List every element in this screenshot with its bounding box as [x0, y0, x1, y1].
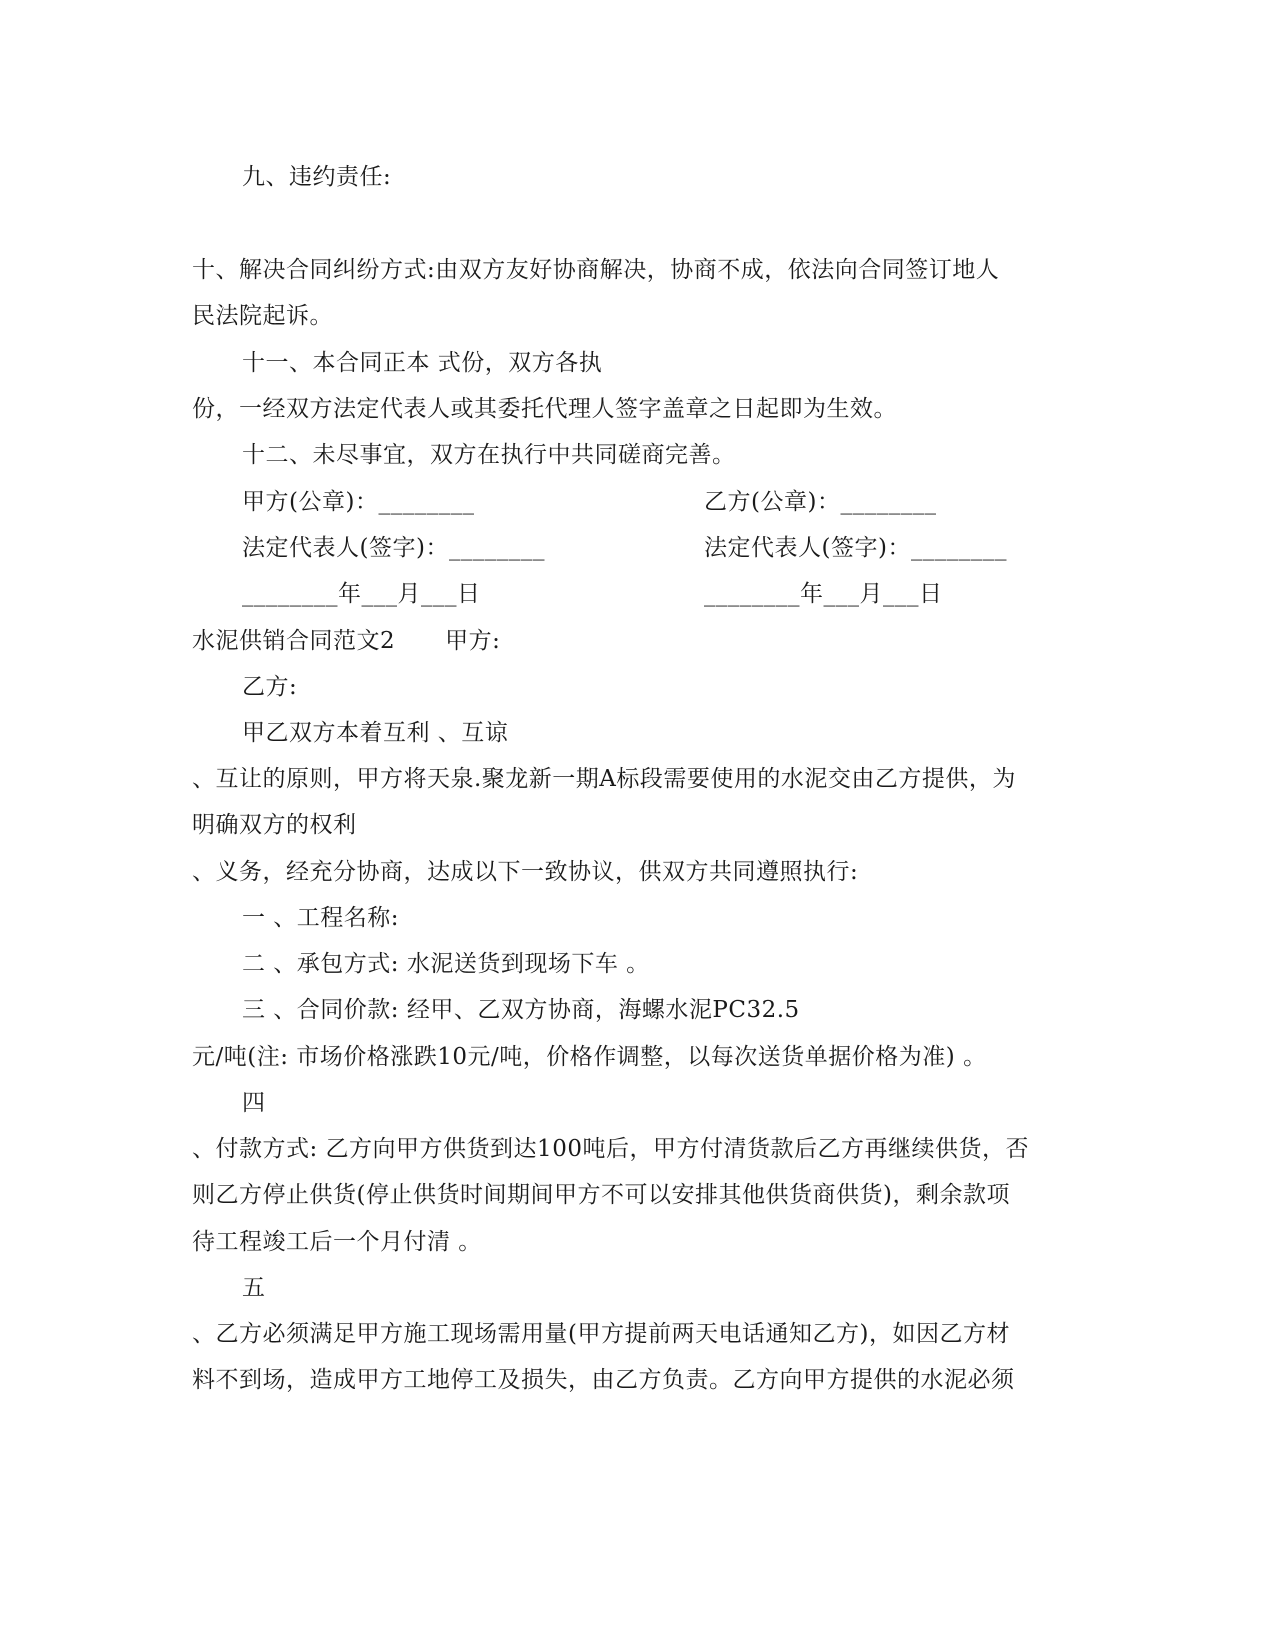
body-line: 三 、合同价款: 经甲、乙双方协商，海螺水泥PC32.5: [242, 997, 800, 1023]
body-line: 四: [242, 1090, 266, 1116]
body-line: 一 、工程名称:: [242, 905, 400, 931]
body-line: 待工程竣工后一个月付清 。: [192, 1229, 482, 1255]
second-contract-party-a: 甲方:: [445, 628, 501, 654]
body-line: 元/吨(注: 市场价格涨跌10元/吨，价格作调整，以每次送货单据价格为准) 。: [192, 1044, 987, 1070]
clause-9-heading: 九、违约责任:: [242, 164, 392, 190]
clause-10-line-1: 十、解决合同纠纷方式:由双方友好协商解决，协商不成，依法向合同签订地人: [192, 257, 1000, 283]
body-line: 二 、承包方式: 水泥送货到现场下车 。: [242, 951, 650, 977]
body-line: 、义务，经充分协商，达成以下一致协议，供双方共同遵照执行:: [192, 859, 859, 885]
party-b-seal: 乙方(公章)：________: [704, 489, 937, 515]
party-b-date: ________年___月___日: [704, 581, 943, 607]
clause-11-line-2: 份，一经双方法定代表人或其委托代理人签字盖章之日起即为生效。: [192, 396, 897, 422]
body-line: 、乙方必须满足甲方施工现场需用量(甲方提前两天电话通知乙方)，如因乙方材: [192, 1321, 1010, 1347]
party-a-representative: 法定代表人(签字)：________: [242, 535, 545, 561]
clause-10-line-2: 民法院起诉。: [192, 303, 333, 329]
second-contract-title: 水泥供销合同范文2: [192, 628, 396, 654]
party-b-representative: 法定代表人(签字)：________: [704, 535, 1007, 561]
body-line: 乙方:: [242, 674, 298, 700]
body-line: 五: [242, 1275, 266, 1301]
body-line: 则乙方停止供货(停止供货时间期间甲方不可以安排其他供货商供货)，剩余款项: [192, 1182, 1010, 1208]
body-line: 甲乙双方本着互利 、互谅: [242, 720, 509, 746]
body-line: 明确双方的权利: [192, 812, 357, 838]
clause-12: 十二、未尽事宜，双方在执行中共同磋商完善。: [242, 442, 736, 468]
clause-11-line-1: 十一、本合同正本 式份，双方各执: [242, 350, 603, 376]
second-contract-heading: [192, 626, 500, 656]
body-line: 、互让的原则，甲方将天泉.聚龙新一期A标段需要使用的水泥交由乙方提供，为: [192, 766, 1016, 792]
body-line: 、付款方式: 乙方向甲方供货到达100吨后，甲方付清货款后乙方再继续供货，否: [192, 1136, 1029, 1162]
party-a-seal: 甲方(公章)：________: [242, 489, 475, 515]
party-a-date: ________年___月___日: [242, 581, 481, 607]
body-line: 料不到场，造成甲方工地停工及损失，由乙方负责。乙方向甲方提供的水泥必须: [192, 1367, 1015, 1393]
